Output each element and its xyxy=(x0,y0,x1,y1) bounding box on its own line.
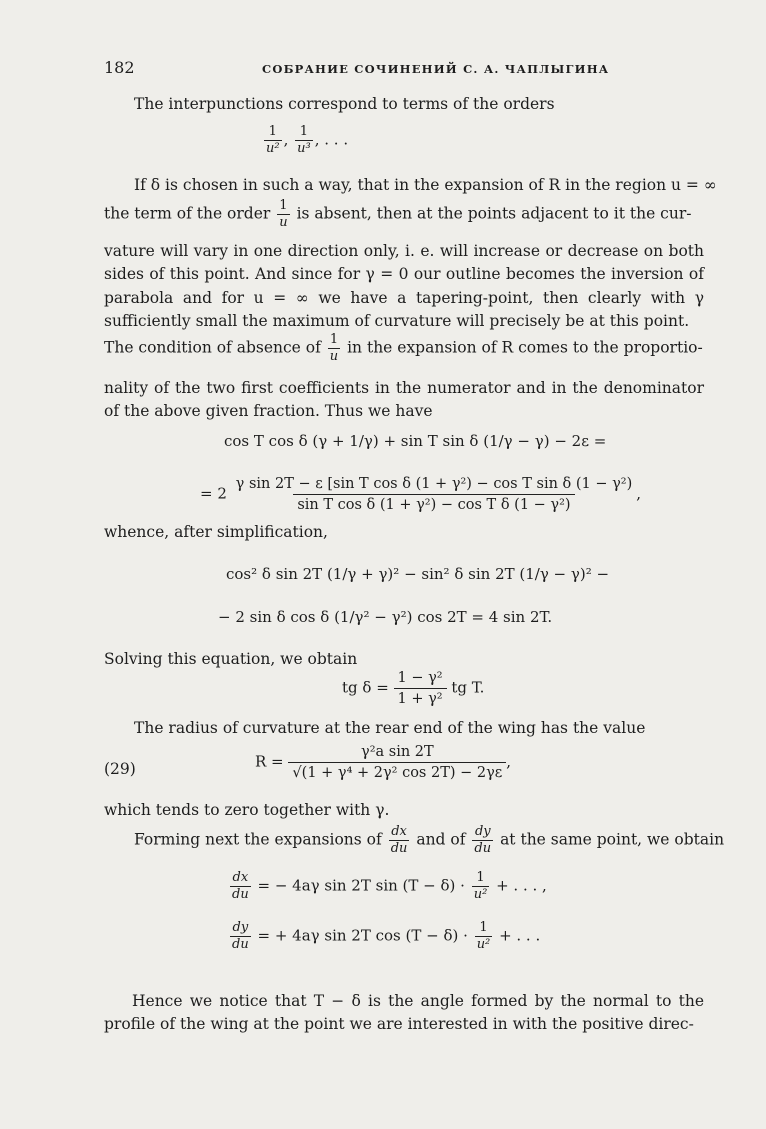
running-title: СОБРАНИЕ СОЧИНЕНИЙ С. А. ЧАПЛЫГИНА xyxy=(262,62,610,76)
paragraph-radius: The radius of curvature at the rear end of the wing has the value xyxy=(134,719,646,737)
paragraph-condition-line1: The condition of absence of $\frac{1}{u}$ in the expansion of R comes to the proportio- xyxy=(104,332,703,364)
paragraph-tends: which tends to zero together with γ. xyxy=(104,801,390,819)
orders-expression: $\frac{1}{\text{u²}}$ , $\frac{1}{\text{u³}}$ , . . . xyxy=(266,124,349,156)
paragraph-if-rest: vature will vary in one direction only, i. e. will increase or decrease on both sides of this point. And since for γ = 0 our outline becomes the inversion of parabola and for u = ∞ we have a tapering-point, then clearly with γ sufficiently small the maximum of curvature will precisely be at this point. xyxy=(104,242,704,331)
paragraph-whence: whence, after simplification, xyxy=(104,523,328,541)
equation-3: tg δ = $\frac{\text{1 − γ²}}{\text{1 + γ²}}$ tg T. xyxy=(342,670,485,707)
paragraph-if-line2: the term of the order $\frac{1}{u}$ is absent, then at the points adjacent to it the cur- xyxy=(104,198,692,230)
equation-1-line1: cos T cos δ (γ + 1/γ) + sin T sin δ (1/γ − γ) − 2ε = xyxy=(224,432,607,450)
equation-dy-du: $\frac{dy}{du}$ = + 4aγ sin 2T cos (T − δ) · $\frac{1}{\text{u²}}$ + . . . xyxy=(232,920,541,952)
paragraph-hence: Hence we notice that T − δ is the angle formed by the normal to the profile of the wing at the point we are interested in with the positive direc- xyxy=(104,992,704,1034)
paragraph-condition-rest: nality of the two first coefficients in the numerator and in the denominator of the above given fraction. Thus we have xyxy=(104,379,704,421)
equation-29: R = $\frac{\text{γ²a sin 2T}}{\text{√(1 + γ⁴ + 2γ² cos 2T) − 2γε}}$ , xyxy=(255,744,512,781)
paragraph-orders: The interpunctions correspond to terms of the orders xyxy=(134,95,555,113)
paragraph-forming: Forming next the expansions of $\frac{dx}{du}$ and of $\frac{dy}{du}$ at the same point, we obtain xyxy=(134,824,725,856)
equation-label-29: (29) xyxy=(104,760,136,778)
paragraph-solving: Solving this equation, we obtain xyxy=(104,650,358,668)
equation-2-line2: − 2 sin δ cos δ (1/γ² − γ²) cos 2T = 4 sin 2T. xyxy=(218,608,553,626)
equation-dx-du: $\frac{dx}{du}$ = − 4aγ sin 2T sin (T − δ) · $\frac{1}{\text{u²}}$ + . . . , xyxy=(232,870,547,902)
page-number: 182 xyxy=(104,58,135,77)
equation-1-line2: = 2 $\frac{\text{γ sin 2T − ε [sin T cos δ (1 + γ²) − cos T sin δ (1 − γ²)}}{\text{sin T cos δ (1 + γ²) − cos T δ (1 − γ²)}}$ , xyxy=(200,476,642,513)
paragraph-if-line1: If δ is chosen in such a way, that in the expansion of R in the region u = ∞ xyxy=(134,176,717,194)
equation-2-line1: cos² δ sin 2T (1/γ + γ)² − sin² δ sin 2T (1/γ − γ)² − xyxy=(226,565,610,583)
